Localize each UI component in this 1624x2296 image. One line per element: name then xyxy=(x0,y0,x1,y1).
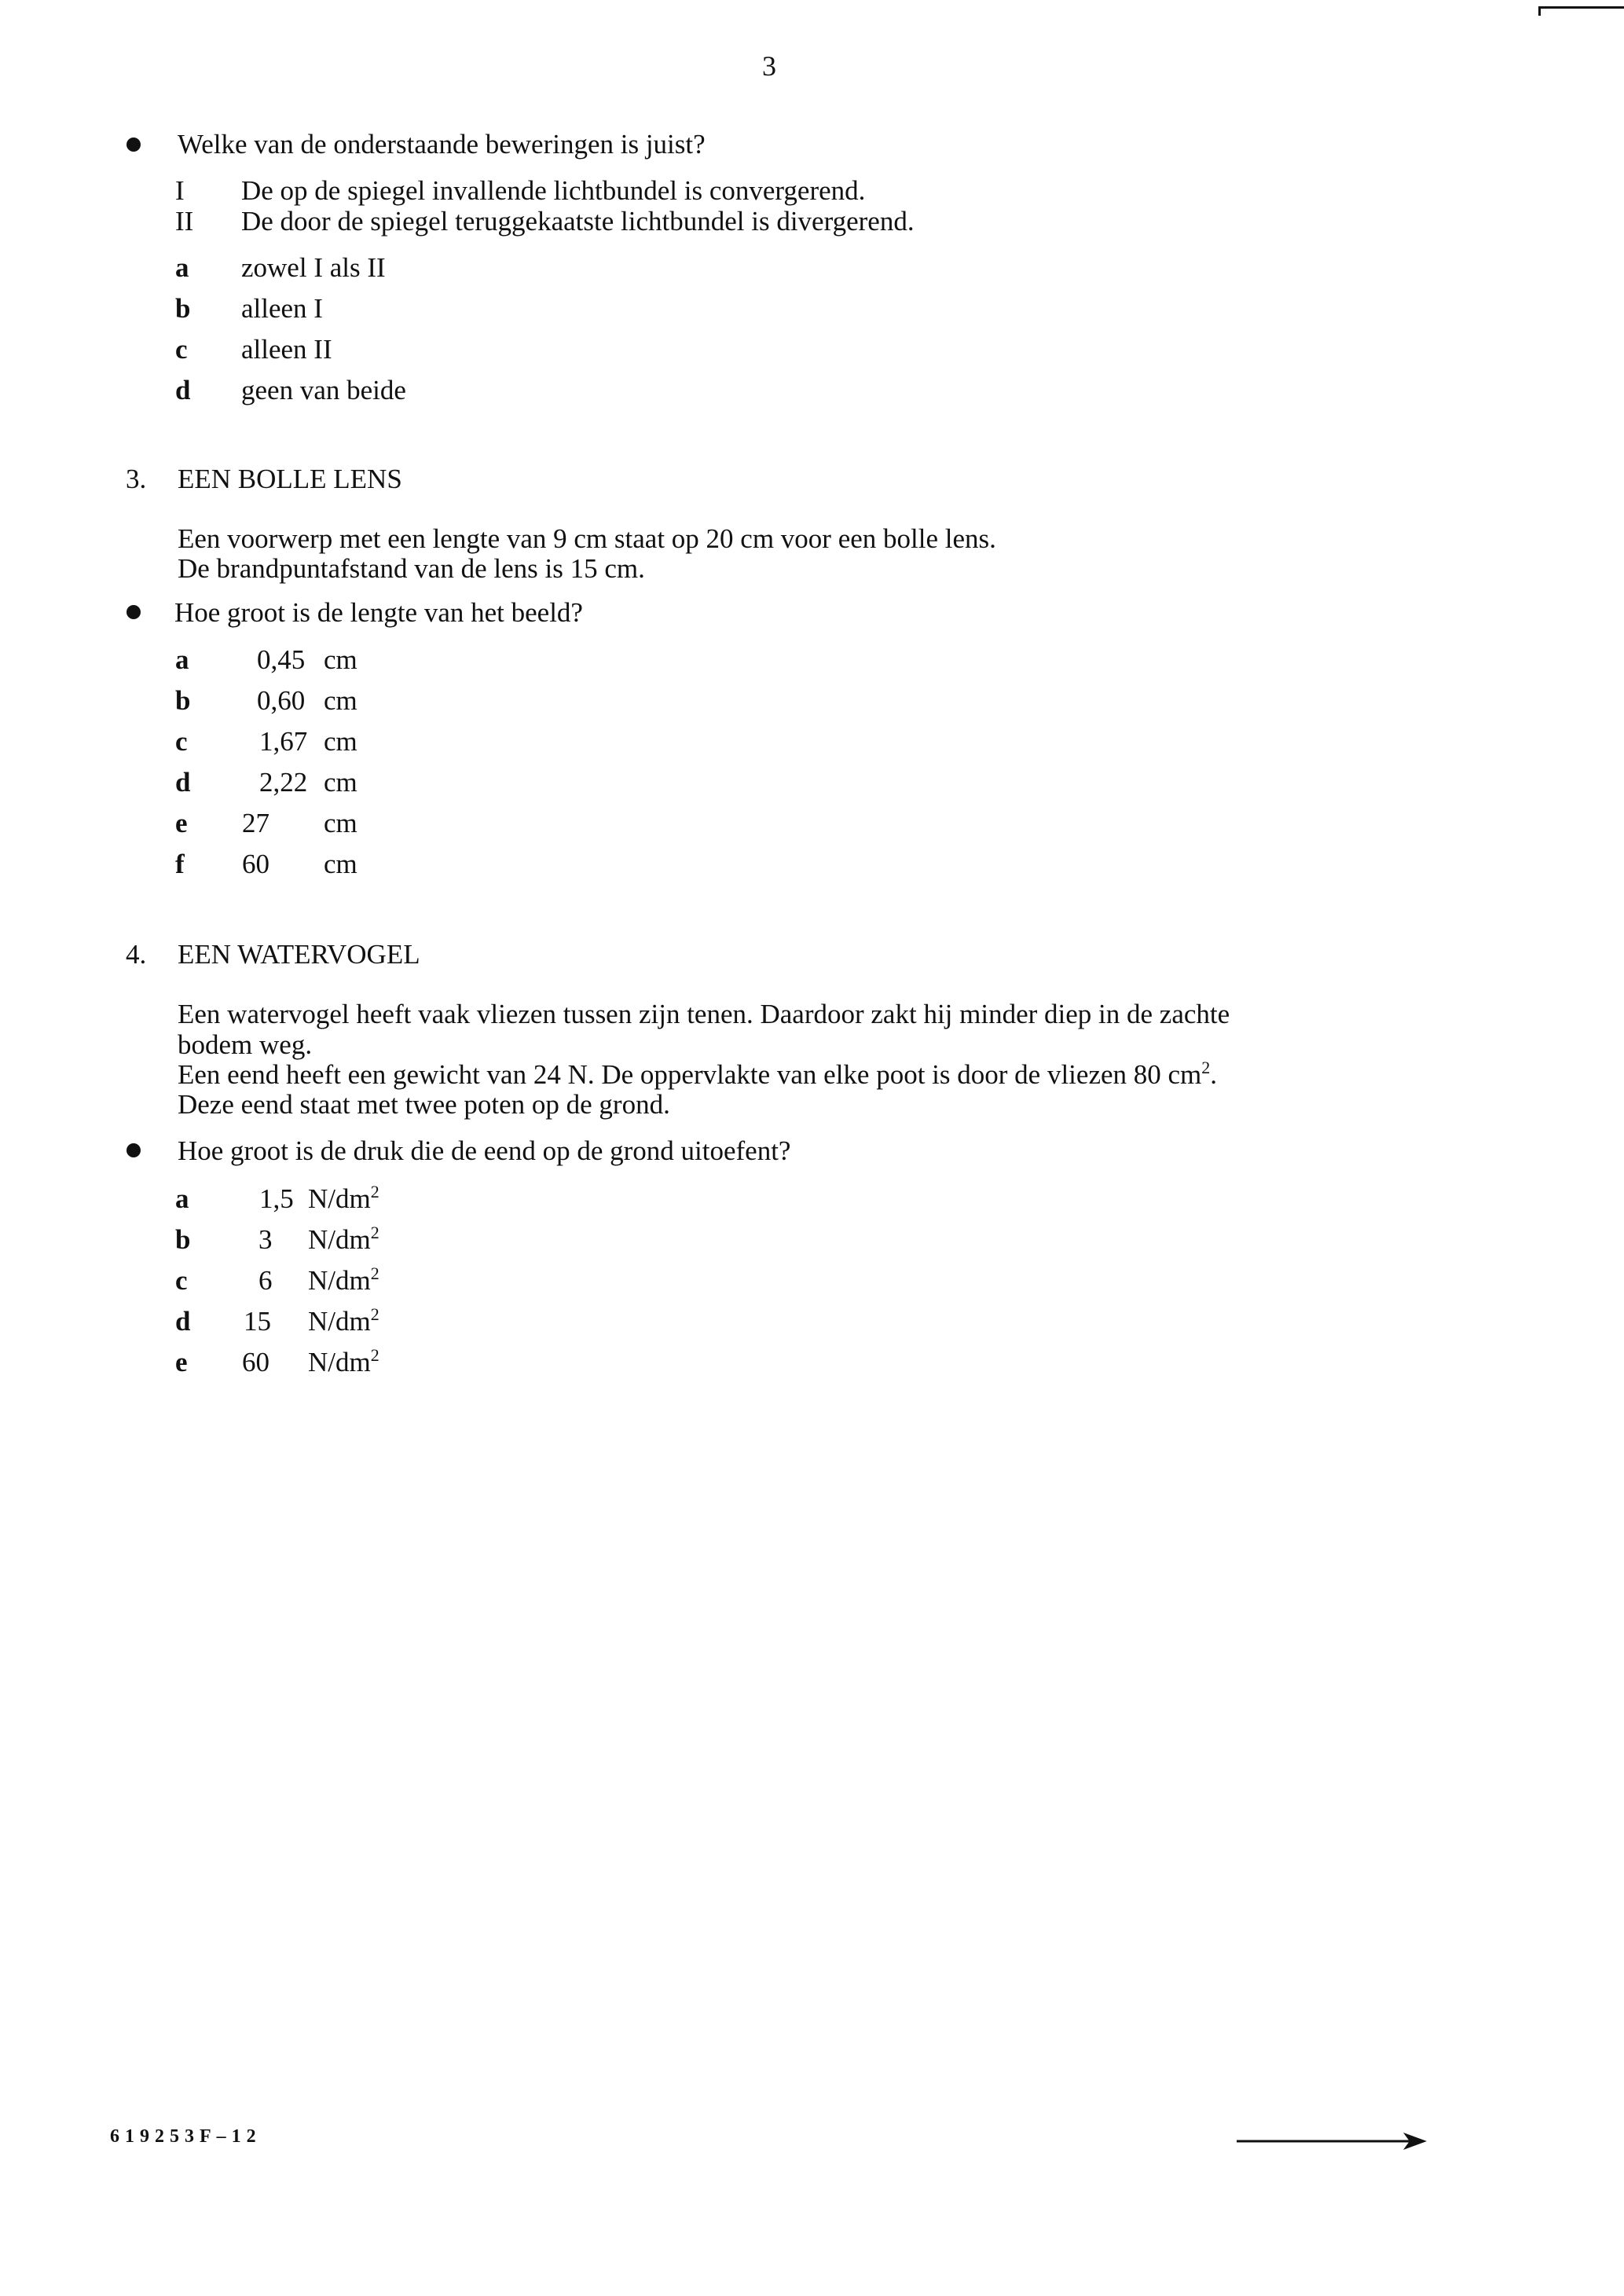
unit-text: N/dm xyxy=(308,1183,371,1214)
question-4-intro: bodem weg. xyxy=(178,1029,313,1060)
option-value: 0,60 xyxy=(257,685,306,716)
option-text: alleen I xyxy=(241,293,323,324)
statement-text: De door de spiegel teruggekaatste lichtbundel is divergerend. xyxy=(241,206,915,237)
option-text: zowel I als II xyxy=(241,252,386,283)
unit-text: N/dm xyxy=(308,1265,371,1296)
option-unit: cm xyxy=(324,685,357,716)
question-4-intro: Deze eend staat met twee poten op de grond. xyxy=(178,1089,670,1120)
option-unit: cm xyxy=(324,767,357,798)
question-3-prompt: Hoe groot is de lengte van het beeld? xyxy=(174,597,583,628)
question-4-intro: Een watervogel heeft vaak vliezen tussen zijn tenen. Daardoor zakt hij minder diep in de zachte xyxy=(178,999,1230,1029)
option-letter: d xyxy=(175,767,191,798)
question-3-intro: De brandpuntafstand van de lens is 15 cm. xyxy=(178,553,645,584)
option-unit xyxy=(308,1345,379,1377)
question-4-number: 4. xyxy=(126,939,147,970)
option-unit: cm xyxy=(324,726,357,757)
superscript: 2 xyxy=(370,1264,379,1283)
corner-crop-mark xyxy=(1538,6,1624,9)
corner-crop-tick xyxy=(1538,6,1541,16)
option-value: 2,22 xyxy=(259,767,308,798)
option-text: alleen II xyxy=(241,334,332,365)
option-unit xyxy=(308,1304,379,1337)
option-value: 1,5 xyxy=(259,1183,294,1214)
statement-label: II xyxy=(175,206,194,237)
option-unit xyxy=(308,1223,379,1255)
option-text: geen van beide xyxy=(241,375,406,405)
option-unit: cm xyxy=(324,849,357,879)
option-letter: f xyxy=(175,849,185,879)
bullet-icon xyxy=(126,1143,141,1157)
intro-end: . xyxy=(1210,1059,1218,1090)
option-unit xyxy=(308,1264,379,1296)
question-3-title: EEN BOLLE LENS xyxy=(178,464,402,494)
option-unit: cm xyxy=(324,808,357,838)
statement-label: I xyxy=(175,175,185,206)
option-letter: d xyxy=(175,375,191,405)
question-4-prompt: Hoe groot is de druk die de eend op de grond uitoefent? xyxy=(178,1135,791,1166)
option-letter: a xyxy=(175,1183,189,1214)
option-letter: b xyxy=(175,293,191,324)
option-value: 0,45 xyxy=(257,644,306,675)
superscript: 2 xyxy=(370,1223,379,1242)
option-letter: d xyxy=(175,1306,191,1337)
option-letter: c xyxy=(175,726,188,757)
option-unit xyxy=(308,1182,379,1214)
superscript: 2 xyxy=(370,1345,379,1365)
superscript: 2 xyxy=(370,1182,379,1201)
superscript: 2 xyxy=(1201,1058,1211,1077)
option-letter: a xyxy=(175,644,189,675)
option-unit: cm xyxy=(324,644,357,675)
unit-text: N/dm xyxy=(308,1347,371,1377)
question-2-prompt: Welke van de onderstaande beweringen is juist? xyxy=(178,129,706,160)
option-letter: e xyxy=(175,1347,188,1377)
bullet-icon xyxy=(126,605,141,619)
unit-text: N/dm xyxy=(308,1306,371,1337)
question-3-intro: Een voorwerp met een lengte van 9 cm staat op 20 cm voor een bolle lens. xyxy=(178,523,996,554)
option-letter: b xyxy=(175,685,191,716)
option-letter: c xyxy=(175,1265,188,1296)
option-value: 6 xyxy=(258,1265,273,1296)
superscript: 2 xyxy=(370,1304,379,1324)
option-value: 1,67 xyxy=(259,726,308,757)
option-value: 27 xyxy=(242,808,269,838)
question-4-intro xyxy=(178,1058,1218,1090)
option-letter: b xyxy=(175,1224,191,1255)
page-number: 3 xyxy=(762,50,776,82)
option-value: 15 xyxy=(244,1306,271,1337)
option-value: 60 xyxy=(242,849,269,879)
option-value: 3 xyxy=(258,1224,273,1255)
option-letter: a xyxy=(175,252,189,283)
question-4-title: EEN WATERVOGEL xyxy=(178,939,420,970)
option-value: 60 xyxy=(242,1347,269,1377)
intro-text: Een eend heeft een gewicht van 24 N. De oppervlakte van elke poot is door de vliezen 80 cm xyxy=(178,1059,1202,1090)
option-letter: e xyxy=(175,808,188,838)
bullet-icon xyxy=(126,138,141,152)
question-3-number: 3. xyxy=(126,464,147,494)
option-letter: c xyxy=(175,334,188,365)
unit-text: N/dm xyxy=(308,1224,371,1255)
document-code: 619253F–12 xyxy=(110,2126,262,2147)
statement-text: De op de spiegel invallende lichtbundel is convergerend. xyxy=(241,175,866,206)
arrow-right-icon xyxy=(1237,2129,1430,2153)
